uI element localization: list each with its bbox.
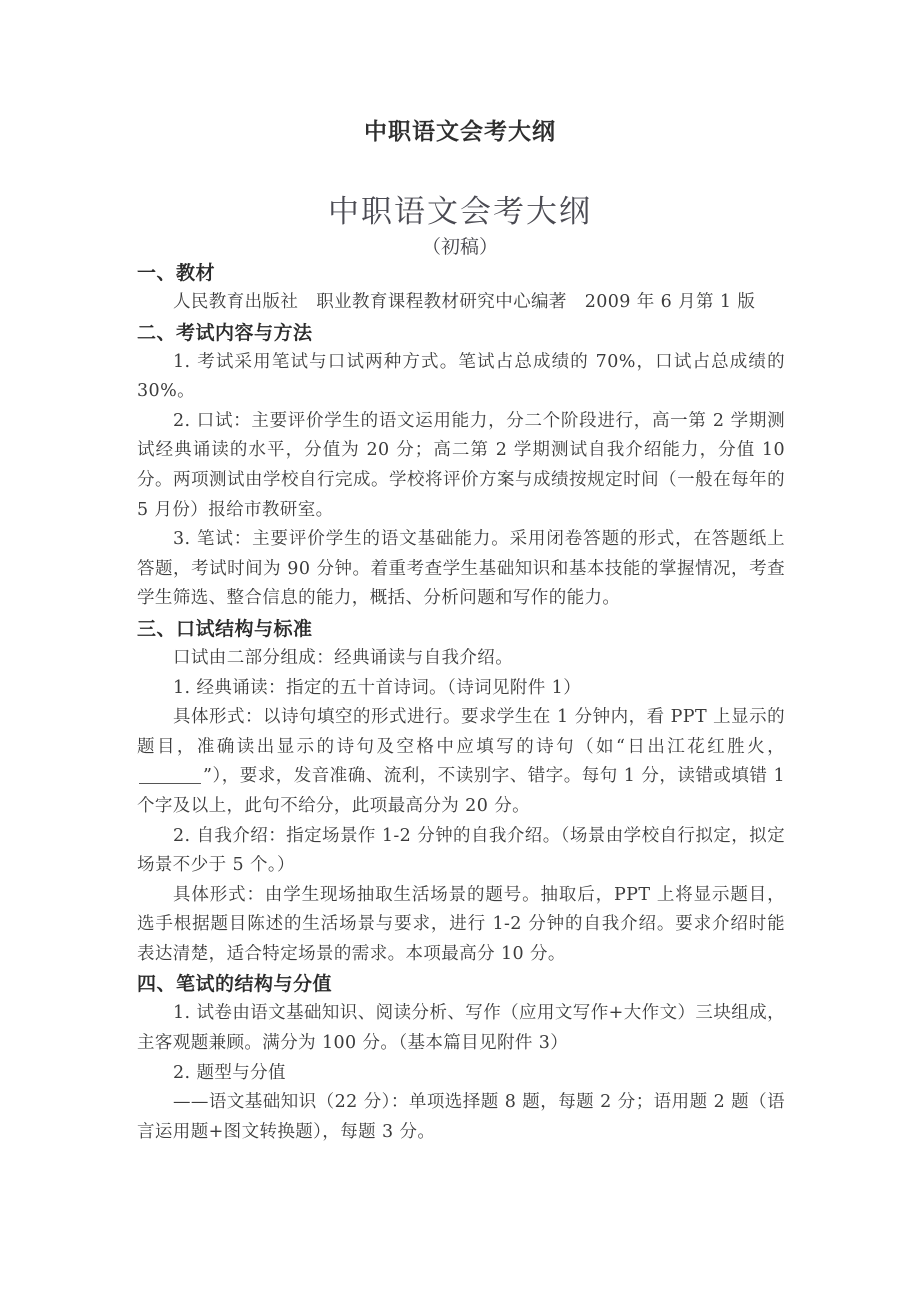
paragraph-classic-recitation: 1. 经典诵读：指定的五十首诗词。（诗词见附件 1）	[173, 677, 582, 698]
paragraph-exam-format: 1. 考试采用笔试与口试两种方式。笔试占总成绩的 70%，口试占总成绩的 30%。	[137, 351, 785, 402]
paragraph-question-types-label: 2. 题型与分值	[173, 1062, 286, 1083]
section-heading-written-structure: 四、笔试的结构与分值	[137, 973, 333, 996]
paragraph-self-intro-format: 具体形式：由学生现场抽取生活场景的题号。抽取后，PPT 上将显示题目，选手根据题目陈述的生活场景与要求，进行 1-2 分钟的自我介绍。要求介绍时能表达清楚，适合特定场景的需求。本项最高分 10 分。	[137, 884, 785, 964]
paragraph-written-exam: 3. 笔试：主要评价学生的语文基础能力。采用闭卷答题的形式，在答题纸上答题，考试时间为 90 分钟。着重考查学生基础知识和基本技能的掌握情况，考查学生筛选、整合信息的能力，概括、分析问题和写作的能力。	[137, 529, 785, 609]
section-heading-oral-structure: 三、口试结构与标准	[137, 617, 313, 640]
paragraph-oral-exam: 2. 口试：主要评价学生的语文运用能力，分二个阶段进行，高一第 2 学期测试经典诵读的水平，分值为 20 分；高二第 2 学期测试自我介绍能力，分值 10 分。两项测试由学校自行完成。学校将评价方案与成绩按规定时间（一般在每年的 5 月份）报给市教研室。	[137, 410, 785, 520]
paragraph-paper-composition: 1. 试卷由语文基础知识、阅读分析、写作（应用文写作+大作文）三块组成，主客观题兼顾。满分为 100 分。（基本篇目见附件 3）	[137, 1003, 785, 1054]
draft-status-note: （初稿）	[421, 236, 498, 258]
page-title: 中职语文会考大纲	[364, 119, 556, 145]
paragraph-basic-knowledge-scoring: ——语文基础知识（22 分）：单项选择题 8 题，每题 2 分；语用题 2 题（语言运用题+图文转换题），每题 3 分。	[137, 1092, 785, 1142]
document-body	[137, 258, 785, 1147]
paragraph-textbook-publisher: 人民教育出版社 职业教育课程教材研究中心编著 2009 年 6 月第 1 版	[173, 292, 756, 312]
paragraph-oral-composition: 口试由二部分组成：经典诵读与自我介绍。	[173, 647, 514, 668]
section-heading-exam-content: 二、考试内容与方法	[137, 321, 313, 344]
recitation-format-text-before: 具体形式：以诗句填空的形式进行。要求学生在 1 分钟内，看 PPT 上显示的题目，准确读出显示的诗句及空格中应填写的诗句（如“日出江花红胜火，	[137, 707, 785, 757]
paragraph-self-introduction: 2. 自我介绍：指定场景作 1-2 分钟的自我介绍。（场景由学校自行拟定，拟定场景不少于 5 个。）	[137, 825, 785, 876]
section-heading-textbook: 一、教材	[137, 262, 216, 284]
fill-in-blank-line	[139, 783, 201, 784]
recitation-format-text-after: ”），要求，发音准确、流利，不读别字、错字。每句 1 分，读错或填错 1 个字及以上，此句不给分，此项最高分为 20 分。	[137, 766, 785, 816]
document-subtitle: 中职语文会考大纲	[328, 194, 592, 230]
paragraph-recitation-format	[137, 703, 785, 821]
